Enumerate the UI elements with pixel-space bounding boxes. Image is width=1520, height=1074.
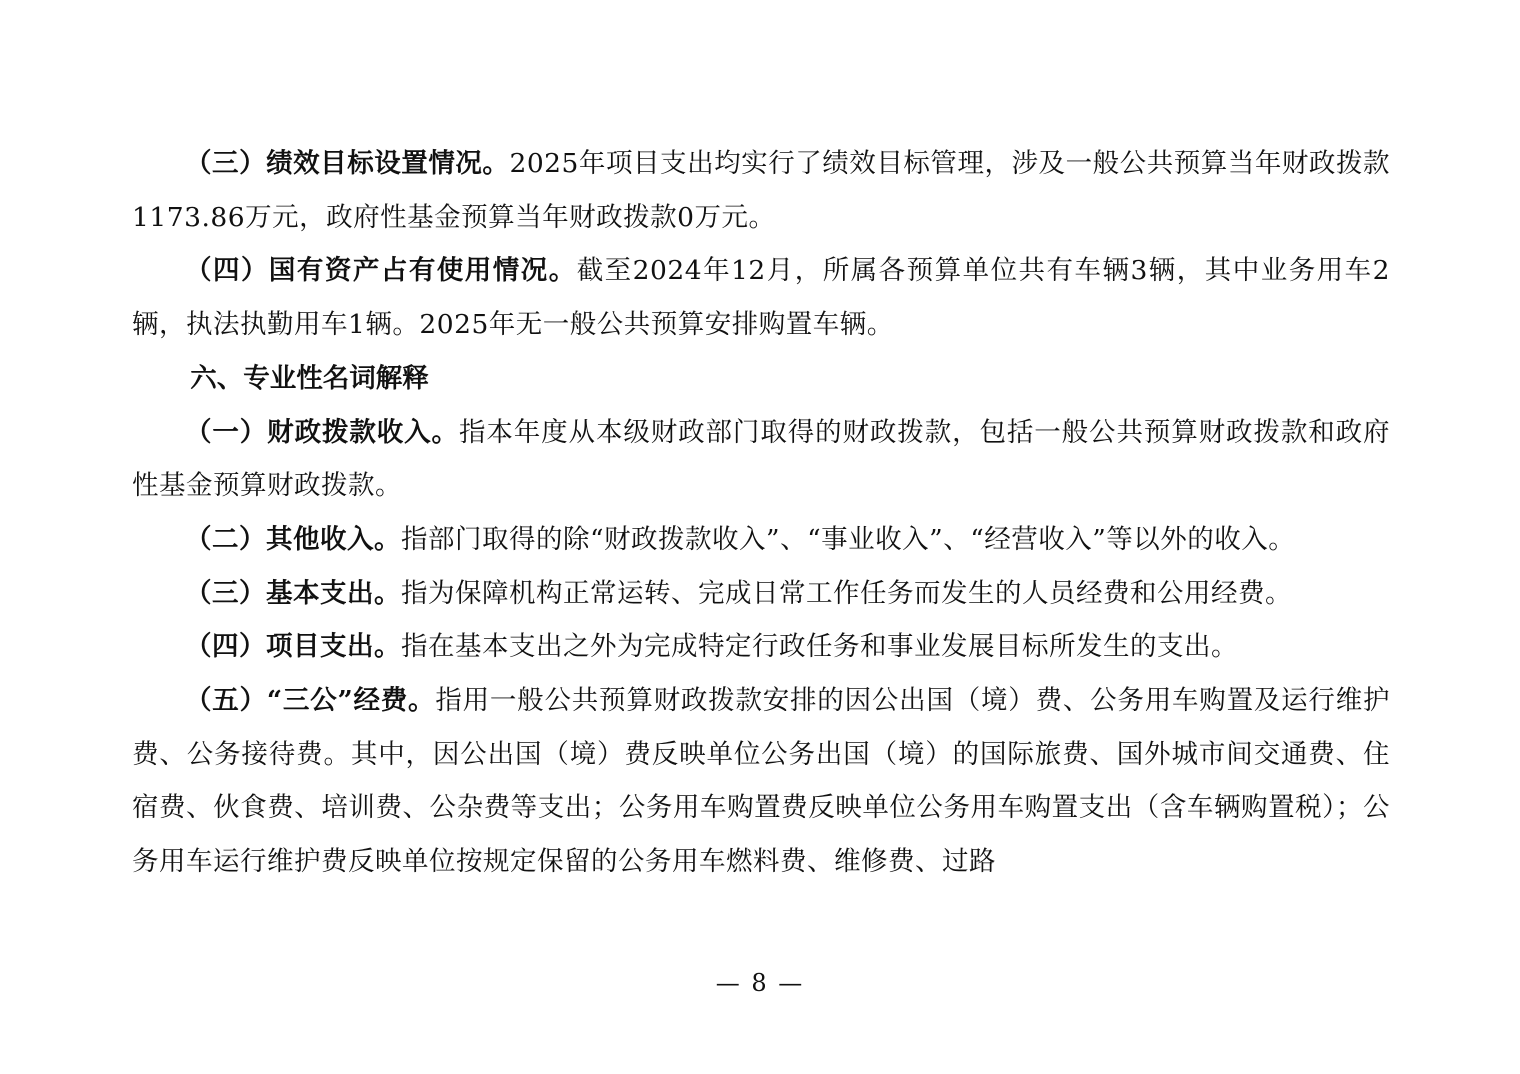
definition-text: 指为保障机构正常运转、完成日常工作任务而发生的人员经费和公用经费。 [401,577,1292,609]
paragraph-lead: （三）绩效目标设置情况。 [185,148,510,179]
definition-project-expenditure [132,620,1390,674]
definition-text: 指部门取得的除“财政拨款收入”、“事业收入”、“经营收入”等以外的收入。 [401,523,1296,555]
section-heading: 六、专业性名词解释 [190,362,429,394]
definition-three-public-expenses [132,674,1390,889]
definition-term: （二）其他收入。 [185,523,401,555]
paragraph-state-assets [132,244,1390,351]
document-body [132,137,1390,889]
paragraph-text: 截至2024年12月，所属各预算单位共有车辆3辆，其中业务用车2辆，执法执勤用车1辆。2025年无一般公共预算安排购置车辆。 [132,255,1390,341]
definition-other-income [132,513,1390,567]
page-number: — 8 — [715,969,805,997]
definition-text: 指本年度从本级财政部门取得的财政拨款，包括一般公共预算财政拨款和政府性基金预算财政拨款。 [132,416,1391,502]
definition-term: （一）财政拨款收入。 [185,416,459,448]
paragraph-performance-targets [132,137,1390,244]
definition-text: 指在基本支出之外为完成特定行政任务和事业发展目标所发生的支出。 [401,631,1238,663]
definition-term: （五）“三公”经费。 [185,685,436,717]
paragraph-lead: （四）国有资产占有使用情况。 [185,255,577,287]
definition-basic-expenditure [132,567,1390,621]
definition-term: （四）项目支出。 [185,631,401,663]
definition-text: 指用一般公共预算财政拨款安排的因公出国（境）费、公务用车购置及运行维护费、公务接待费。其中，因公出国（境）费反映单位公务出国（境）的国际旅费、国外城市间交通费、住宿费、伙食费、培训费、公杂费等支出；公务用车购置费反映单位公务用车购置支出（含车辆购置税）；公务用车运行维护费反映单位按规定保留的公务用车燃料费、维修费、过路 [132,685,1390,878]
definition-fiscal-appropriation-income [132,406,1390,513]
definition-term: （三）基本支出。 [185,577,401,609]
paragraph-text: 2025年项目支出均实行了绩效目标管理，涉及一般公共预算当年财政拨款1173.86万元，政府性基金预算当年财政拨款0万元。 [132,148,1390,233]
